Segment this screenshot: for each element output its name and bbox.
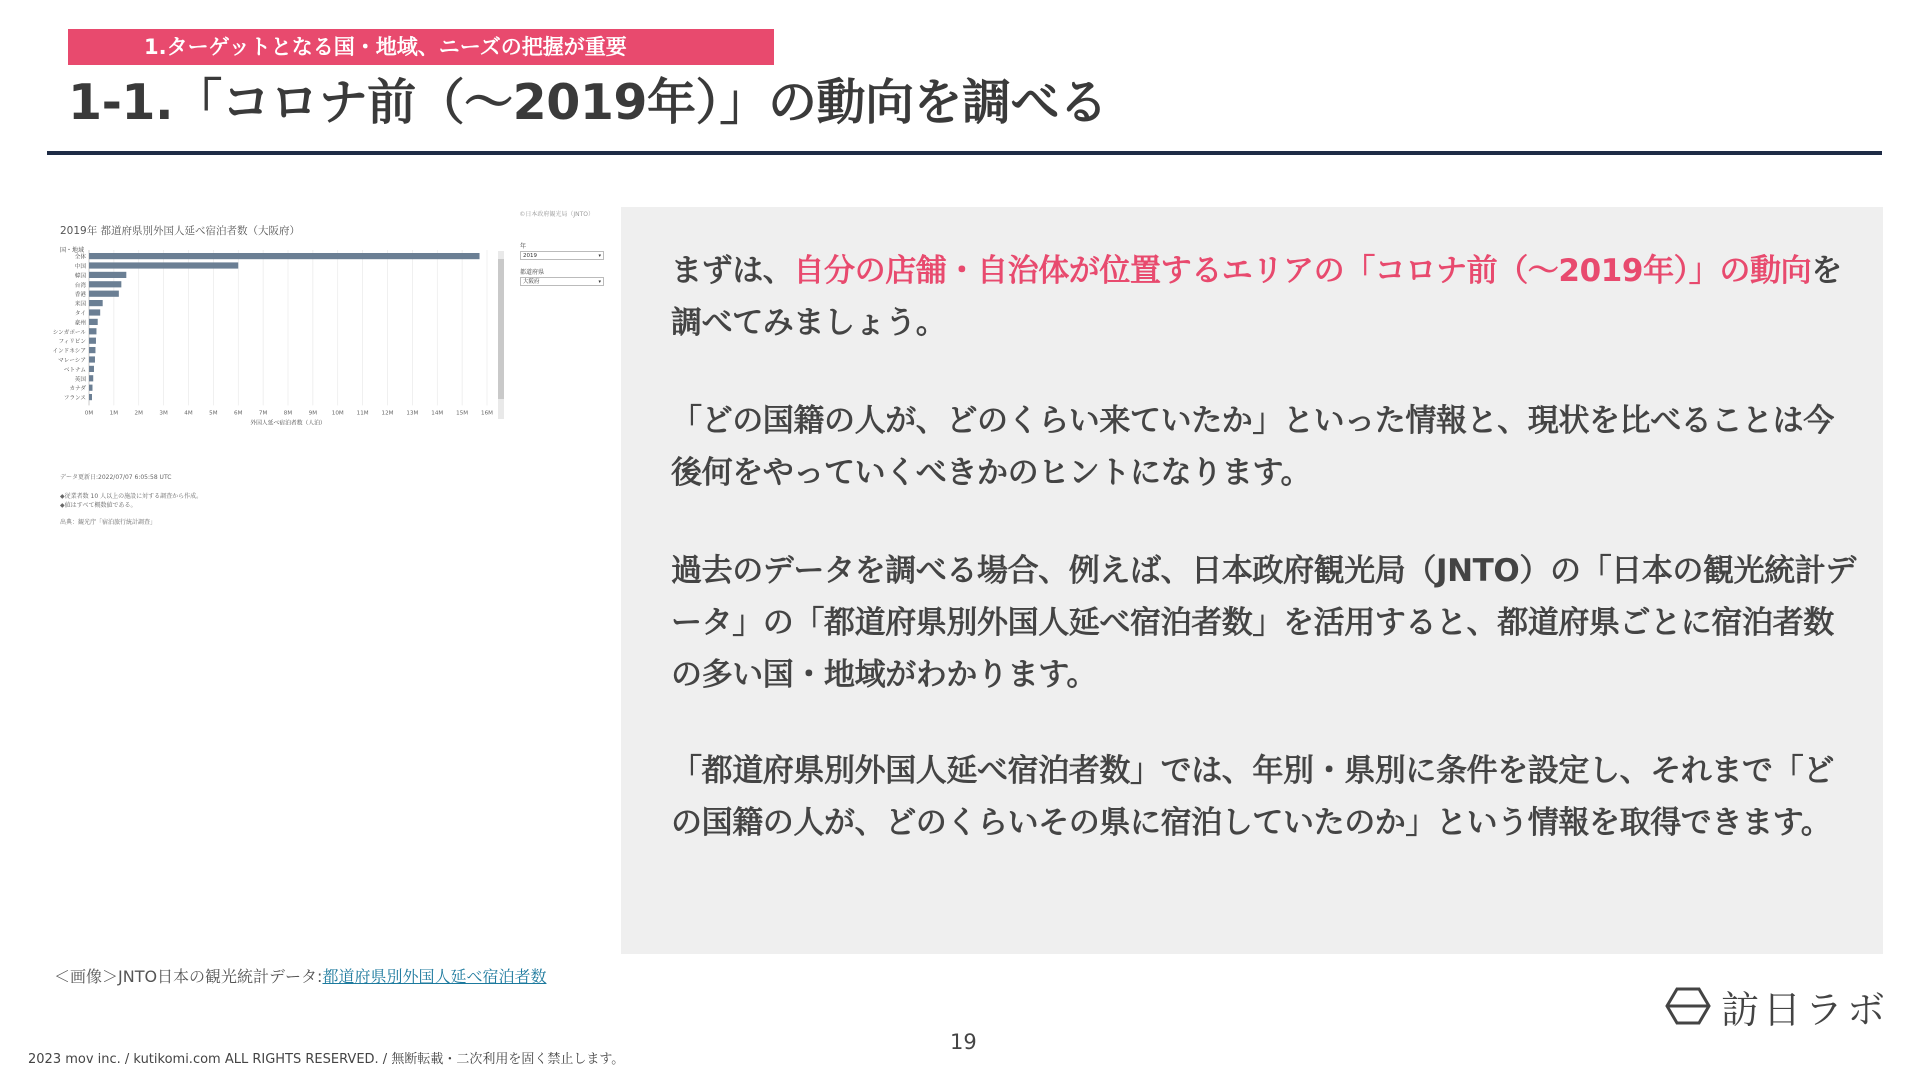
category-label: 英国 [74,376,86,383]
category-label: シンガポール [52,329,86,336]
bar[interactable] [89,272,126,278]
year-filter-select[interactable] [520,251,604,260]
x-tick-label: 14M [431,410,444,417]
chart-title: 2019年 都道府県別外国人延べ宿泊者数（大阪府） [60,225,301,237]
x-tick-label: 1M [109,410,119,417]
x-tick-label: 7M [258,410,268,417]
year-filter-value: 2019 [523,253,537,259]
paragraph-2: 「どの国籍の人が、どのくらい来ていたか」といった情報と、現状を比べることは今後何をやっていくべきかのヒントになります。 [671,403,1834,491]
prefecture-filter-label: 都道府県 [520,269,545,276]
category-label: 米国 [74,301,86,308]
paragraph-4: 「都道府県別外国人延べ宿泊者数」では、年別・県別に条件を設定し、それまで「どの国籍の人が、どのくらいその県に宿泊していたのか」という情報を取得できます。 [671,753,1834,841]
x-tick-label: 11M [356,410,369,417]
bar[interactable] [89,356,95,362]
chart-updated: データ更新日:2022/07/07 6:05:58 UTC [60,474,172,481]
bar[interactable] [89,347,95,353]
chart-category-header: 国・地域 [60,247,85,254]
chart-credit: ©日本政府観光局（JNTO） [519,211,594,218]
category-label: 豪州 [74,320,86,327]
caption-link[interactable]: 都道府県別外国人延べ宿泊者数 [322,967,547,986]
bar-chart [46,205,506,465]
x-tick-label: 0M [84,410,94,417]
slide-title: 1-1.「コロナ前（～2019年）」の動向を調べる [68,74,1108,131]
category-label: 全体 [74,254,86,261]
footer-copyright: 2023 mov inc. / kutikomi.com ALL RIGHTS RESERVED. / 無断転載・二次利用を固く禁止します。 [28,1052,625,1067]
paragraph-3: 過去のデータを調べる場合、例えば、日本政府観光局（JNTO）の「日本の観光統計データ」の「都道府県別外国人延べ宿泊者数」を活用すると、都道府県ごとに宿泊者数の多い国・地域がわかります。 [671,553,1856,693]
bar[interactable] [89,394,92,400]
x-tick-label: 12M [381,410,394,417]
bar[interactable] [89,328,96,334]
title-divider [47,151,1882,155]
chart-note-1: ◆従業者数 10 人以上の施設に対する調査から作成。 [60,493,203,500]
hexagon-logo-icon [1665,986,1711,1026]
bar[interactable] [89,300,103,306]
x-tick-label: 3M [159,410,168,417]
caption-prefix: ＜画像＞JNTO日本の観光統計データ: [54,967,323,986]
x-tick-label: 4M [184,410,193,417]
chart-note-2: ◆値はすべて概数値である。 [60,502,137,509]
bar[interactable] [89,291,119,297]
category-label: カナダ [69,386,86,393]
paragraph-1-highlight: 自分の店舗・自治体が位置するエリアの「コロナ前（～2019年）」の動向 [793,253,1812,289]
bar[interactable] [89,366,94,372]
bar[interactable] [89,338,96,344]
section-tag: 1.ターゲットとなる国・地域、ニーズの把握が重要 [68,29,774,65]
category-label: 台湾 [74,282,86,289]
prefecture-filter-select[interactable] [520,277,604,286]
x-axis-label: 外国人延べ宿泊者数（人泊） [250,420,326,427]
bar[interactable] [89,253,480,259]
bar[interactable] [89,281,121,287]
bar[interactable] [89,262,238,268]
x-tick-label: 2M [134,410,143,417]
year-filter-label: 年 [520,243,527,250]
x-tick-label: 6M [234,410,243,417]
x-tick-label: 9M [308,410,318,417]
dropdown-arrow-icon: ▾ [598,253,601,259]
paragraph-1-lead: まずは、 [671,253,794,289]
page-number: 19 [950,1030,977,1054]
category-label: フランス [63,395,86,402]
dropdown-arrow-icon: ▾ [598,279,601,285]
category-label: 香港 [74,292,86,299]
brand-logo [1665,983,1890,1032]
x-tick-label: 8M [283,410,293,417]
category-label: インドネシア [52,348,86,355]
bar[interactable] [89,375,93,381]
x-tick-label: 13M [406,410,419,417]
category-label: フィリピン [58,339,86,346]
category-label: 中国 [74,264,86,270]
image-caption [54,964,546,987]
prefecture-filter-value: 大阪府 [523,279,540,285]
logo-text: 訪日ラボ [1721,987,1890,1032]
category-label: タイ [74,311,86,317]
bar[interactable] [89,319,98,325]
category-label: マレーシア [58,358,86,364]
x-tick-label: 15M [456,410,469,417]
explanation-panel [621,207,1883,954]
chart-source: 出典：観光庁「宿泊旅行統計調査」 [60,519,157,526]
chart-image [46,205,606,540]
bar[interactable] [89,385,92,391]
bar[interactable] [89,309,100,315]
paragraph-1 [671,245,1861,349]
x-tick-label: 5M [209,410,218,417]
paragraph-1-tail: を調べてみましょう。 [671,253,1842,341]
category-label: 韓国 [74,273,86,280]
category-label: ベトナム [63,367,86,374]
x-tick-label: 10M [331,410,344,417]
x-tick-label: 16M [481,410,493,417]
